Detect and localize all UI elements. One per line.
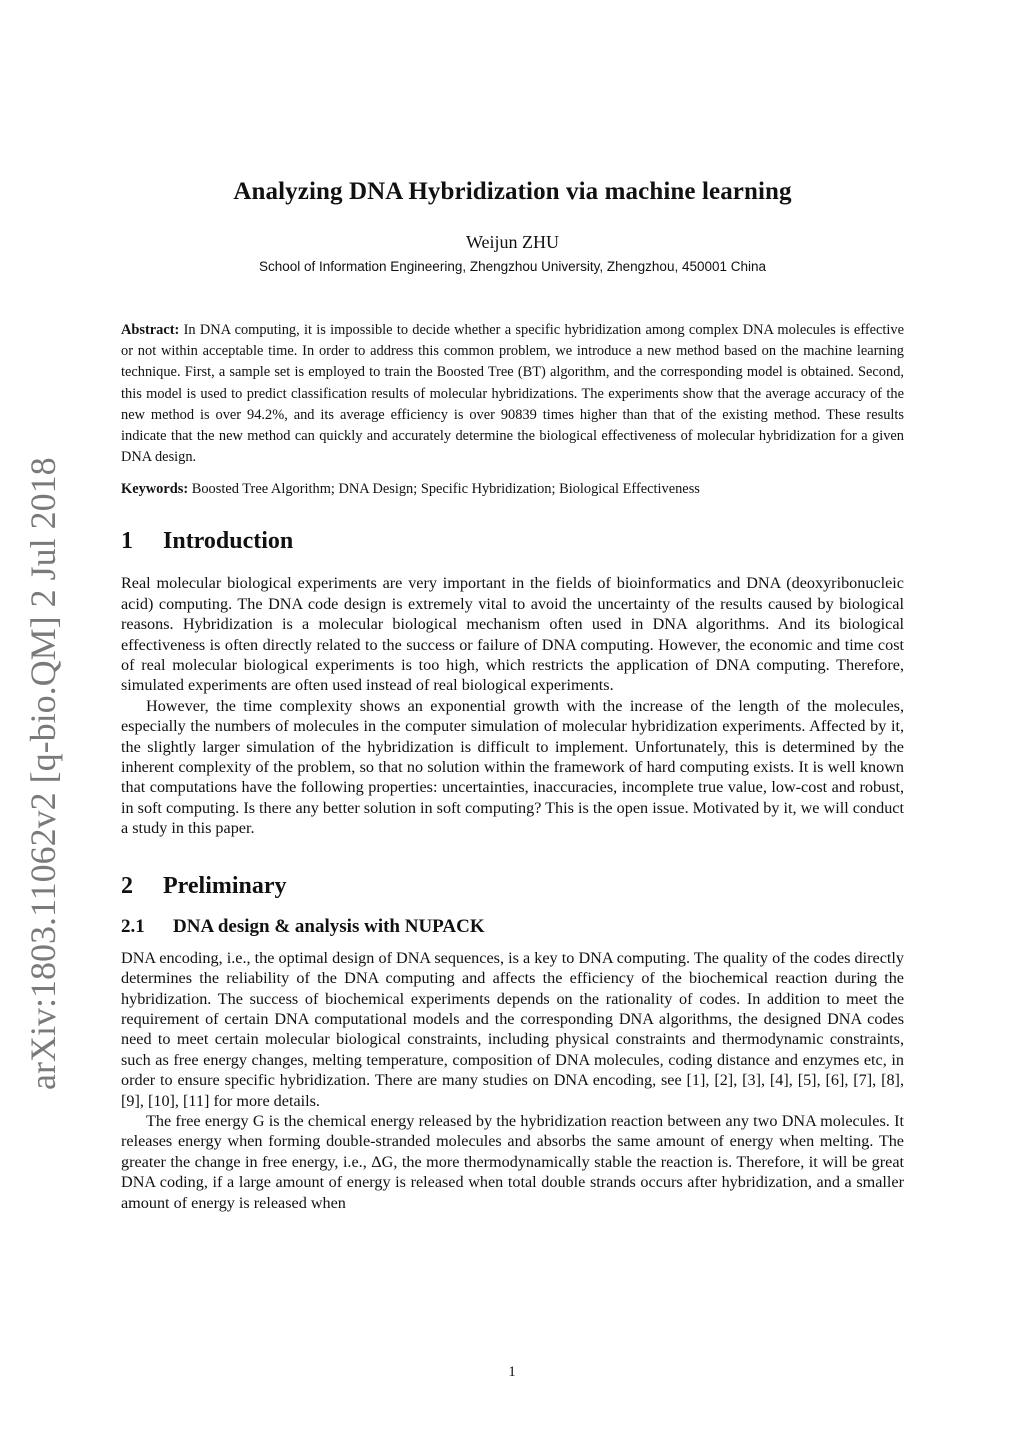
section-heading-preliminary (121, 873, 904, 900)
paper-page (121, 178, 904, 1213)
abstract-label: Abstract: (121, 322, 180, 338)
section-title: Preliminary (163, 872, 287, 899)
page-number: 1 (508, 1364, 516, 1380)
abstract (121, 320, 904, 468)
section-title: Introduction (163, 528, 294, 555)
section-number: 1 (121, 528, 133, 555)
keywords-label: Keywords: (121, 481, 189, 498)
intro-paragraph-1: Real molecular biological experiments are very important in the fields of bioinformatics and DNA (deoxyribonucleic acid) computing. The DNA code design is extremely vital to avoid the uncertainty of the results caused by biological reasons. Hybridization is a molecular biological mechanism often used in DNA algorithms. And its biological effectiveness is often directly related to the success or failure of DNA computing. However, the economic and time cost of real molecular biological experiments is too high, which restricts the application of DNA computing. Therefore, simulated experiments are often used instead of real biological experiments. (121, 574, 904, 695)
nupack-paragraph-1: DNA encoding, i.e., the optimal design of DNA sequences, is a key to DNA computing. The quality of the codes directly determines the reliability of the DNA computing and affects the efficiency of the biochemical reaction during the hybridization. The success of biochemical experiments depends on the rationality of codes. In addition to meet the requirement of certain DNA computational models and the corresponding DNA algorithms, the designed DNA codes need to meet certain molecular biological constraints, including physical constraints and thermodynamic constraints, such as free energy changes, melting temperature, composition of DNA molecules, coding distance and enzymes etc, in order to ensure specific hybridization. There are many studies on DNA encoding, see [1], [2], [3], [4], [5], [6], [7], [8], [9], [10], [11] for more details. (121, 948, 904, 1110)
author-name: Weijun ZHU (465, 232, 560, 252)
paper-title: Analyzing DNA Hybridization via machine learning (233, 178, 792, 205)
section-heading-introduction (121, 528, 904, 555)
nupack-paragraph-2: The free energy G is the chemical energy released by the hybridization reaction between any two DNA molecules. It releases energy when forming double-stranded molecules and absorbs the same amount of energy when melting. The greater the change in free energy, i.e., ΔG, the more thermodynamically stable the reaction is. Therefore, it will be great DNA coding, if a large amount of energy is released when total double strands occurs after hybridization, and a smaller amount of energy is released when (121, 1111, 904, 1212)
subsection-heading-nupack (121, 916, 904, 938)
subsection-title: DNA design & analysis with NUPACK (173, 915, 485, 937)
author-affiliation: School of Information Engineering, Zhengzhou University, Zhengzhou, 450001 China (258, 259, 767, 274)
section-number: 2 (121, 872, 133, 899)
arxiv-sidebar-stamp: arXiv:1803.11062v2 [q-bio.QM] 2 Jul 2018 (23, 457, 63, 1090)
keywords-text: Boosted Tree Algorithm; DNA Design; Specific Hybridization; Biological Effectiveness (191, 481, 700, 498)
abstract-text: In DNA computing, it is impossible to decide whether a specific hybridization among complex DNA molecules is effective or not within acceptable time. In order to address this common problem, we introduce a new method based on the machine learning technique. First, a sample set is employed to train the Boosted Tree (BT) algorithm, and the corresponding model is obtained. Second, this model is used to predict classification results of molecular hybridizations. The experiments show that the average accuracy of the new method is over 94.2%, and its average efficiency is over 90839 times higher than that of the existing method. These results indicate that the new method can quickly and accurately determine the biological effectiveness of molecular hybridization for a given DNA design. (121, 322, 905, 466)
intro-paragraph-2: However, the time complexity shows an exponential growth with the increase of the length of the molecules, especially the numbers of molecules in the computer simulation of molecular hybridization experiments. Affected by it, the slightly larger simulation of the hybridization is difficult to implement. Unfortunately, this is determined by the inherent complexity of the problem, so that no solution within the framework of hard computing exists. It is well known that computations have the following properties: uncertainties, inaccuracies, incomplete true value, low-cost and robust, in soft computing. Is there any better solution in soft computing? This is the open issue. Motivated by it, we will conduct a study in this paper. (121, 696, 904, 838)
keywords (121, 479, 904, 500)
subsection-number: 2.1 (121, 915, 145, 937)
